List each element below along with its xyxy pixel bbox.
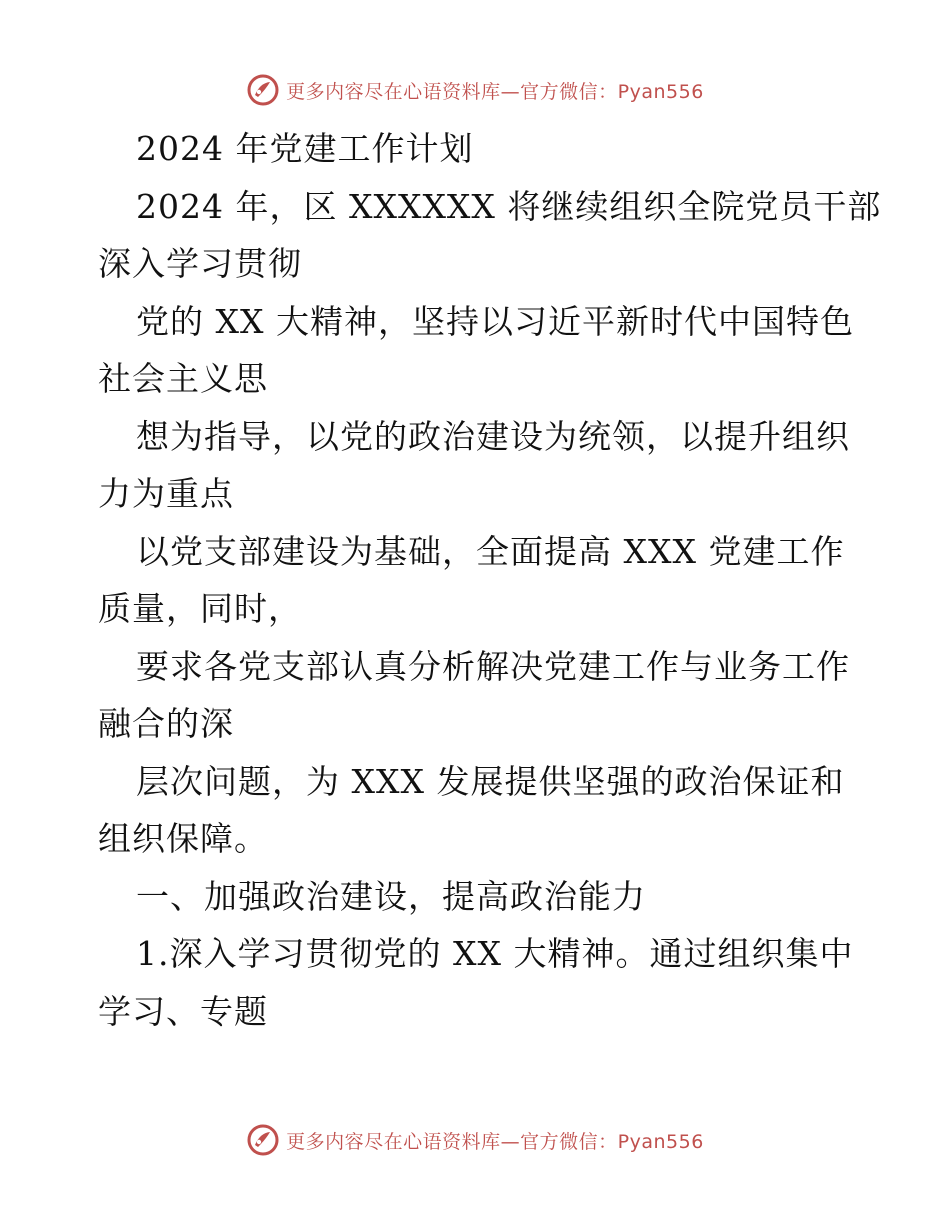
doc-line: 党的 XX 大精神，坚持以习近平新时代中国特色 [136,301,854,341]
doc-line: 2024 年，区 XXXXXX 将继续组织全院党员干部 [136,186,882,226]
doc-line: 学习、专题 [98,991,268,1031]
doc-line: 以党支部建设为基础，全面提高 XXX 党建工作 [136,531,845,571]
document-body [98,120,882,1040]
header-banner-inner [246,73,704,107]
doc-line: 社会主义思 [98,359,268,398]
section-heading: 一、加强政治建设，提高政治能力 [136,876,646,916]
footer-banner-inner [246,1123,704,1157]
logo-icon [246,73,280,107]
header-banner [0,70,950,110]
doc-line: 组织保障。 [98,819,268,858]
doc-line: 深入学习贯彻 [98,244,302,283]
doc-line: 想为指导，以党的政治建设为统领，以提升组织 [136,416,850,456]
doc-line: 融合的深 [98,704,234,743]
doc-line: 质量，同时， [98,589,302,628]
footer-banner [0,1120,950,1160]
footer-banner-text: 更多内容尽在心语资料库—官方微信：Pyan556 [286,1130,704,1153]
logo-icon [246,1123,280,1157]
doc-line: 1.深入学习贯彻党的 XX 大精神。通过组织集中 [136,934,854,973]
header-banner-text: 更多内容尽在心语资料库—官方微信：Pyan556 [286,80,704,103]
doc-line: 要求各党支部认真分析解决党建工作与业务工作 [136,646,850,686]
doc-line: 力为重点 [98,474,234,513]
doc-title: 2024 年党建工作计划 [136,129,474,168]
doc-line: 层次问题，为 XXX 发展提供坚强的政治保证和 [136,761,845,801]
